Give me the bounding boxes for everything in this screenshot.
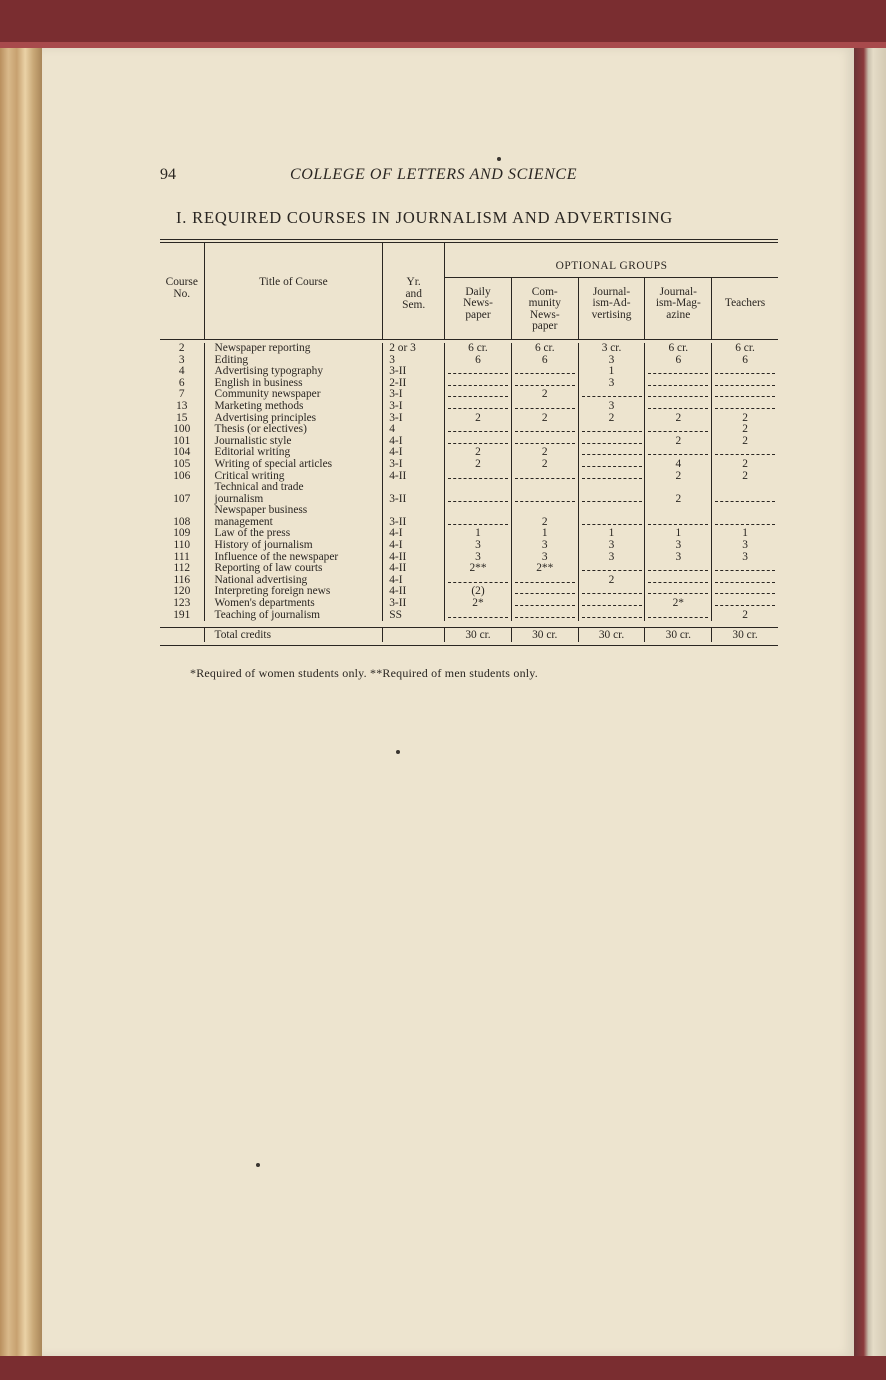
course-year-semester: 3-I [383,389,445,401]
credits-community [511,610,578,622]
credits-advertising: 3 [578,355,645,367]
course-title: Teaching of journalism [204,610,383,622]
empty-dash [582,563,642,571]
credits-community: 2 [511,389,578,401]
course-year-semester: 3-I [383,413,445,425]
course-year-semester: 4-II [383,552,445,564]
credits-teachers [712,563,778,575]
empty-dash [648,389,708,397]
course-title: Advertising typography [204,366,383,378]
course-title: Newspaper business management [204,505,383,528]
empty-dash [515,378,575,386]
header-community-newspaper: Com- munity News- paper [511,277,578,339]
courses-table [160,239,778,646]
total-blank [160,628,204,642]
credits-daily: 2 [445,413,512,425]
course-title: Writing of special articles [204,459,383,471]
course-number: 3 [178,353,185,366]
credits-magazine: 6 cr. [645,343,712,355]
course-title: English in business [204,378,383,390]
credits-teachers: 2 [712,471,778,483]
credits-advertising: 3 [578,552,645,564]
table-row [160,459,778,471]
table-row [160,343,778,355]
course-number: 6 [178,376,185,389]
empty-dash [448,436,508,444]
table-row [160,540,778,552]
empty-dash [448,575,508,583]
credits-advertising [578,459,645,471]
course-year-semester: 4-I [383,540,445,552]
course-year-semester: 3 [383,355,445,367]
empty-dash [715,447,775,455]
credits-magazine: 1 [645,528,712,540]
credits-community: 3 [511,540,578,552]
course-number: 100 [173,423,191,436]
empty-dash [648,447,708,455]
course-title: Editorial writing [204,447,383,459]
course-number: 191 [173,608,191,621]
total-teachers: 30 cr. [712,628,778,642]
credits-advertising [578,471,645,483]
credits-community: 6 cr. [511,343,578,355]
empty-dash [648,586,708,594]
course-title: Marketing methods [204,401,383,413]
empty-dash [582,586,642,594]
table-bottom-rule [160,645,778,646]
credits-community [511,575,578,587]
credits-daily [445,505,512,528]
table-row [160,401,778,413]
course-number: 15 [176,411,188,424]
credits-teachers: 2 [712,424,778,436]
credits-magazine [645,401,712,413]
header-teachers: Teachers [712,277,778,339]
credits-teachers: 2 [712,413,778,425]
credits-community: 2 [511,459,578,471]
empty-dash [515,610,575,618]
empty-dash [448,471,508,479]
total-daily: 30 cr. [445,628,512,642]
credits-magazine: 3 [645,540,712,552]
empty-dash [448,378,508,386]
empty-dash [515,598,575,606]
empty-dash [448,401,508,409]
credits-magazine: 6 [645,355,712,367]
empty-dash [515,586,575,594]
total-label: Total credits [204,628,383,642]
credits-community [511,586,578,598]
empty-dash [582,610,642,618]
credits-teachers: 2 [712,610,778,622]
credits-teachers [712,389,778,401]
credits-community: 2 [511,505,578,528]
empty-dash [582,424,642,432]
credits-advertising [578,505,645,528]
course-number: 111 [173,550,190,563]
empty-dash [648,424,708,432]
empty-dash [582,436,642,444]
credits-daily [445,366,512,378]
course-year-semester: 4-I [383,447,445,459]
course-year-semester: 3-II [383,366,445,378]
credits-community [511,366,578,378]
credits-daily [445,401,512,413]
empty-dash [582,494,642,502]
empty-dash [715,575,775,583]
empty-dash [515,401,575,409]
table-row [160,482,778,505]
course-year-semester: 3-II [383,598,445,610]
credits-community [511,482,578,505]
credits-community: 6 [511,355,578,367]
credits-advertising [578,586,645,598]
credits-community [511,424,578,436]
credits-teachers [712,482,778,505]
empty-dash [648,366,708,374]
header-daily-newspaper: Daily News- paper [445,277,512,339]
credits-community: 1 [511,528,578,540]
course-title: Law of the press [204,528,383,540]
empty-dash [715,598,775,606]
credits-teachers: 2 [712,459,778,471]
credits-advertising: 3 [578,378,645,390]
credits-daily: 2* [445,598,512,610]
course-title: Critical writing [204,471,383,483]
credits-teachers [712,505,778,528]
credits-daily [445,471,512,483]
page-speck [256,1163,260,1167]
course-number: 4 [178,365,185,378]
course-number: 123 [173,597,191,610]
credits-magazine [645,575,712,587]
credits-advertising [578,482,645,505]
course-year-semester: 4-I [383,528,445,540]
credits-community: 3 [511,552,578,564]
credits-teachers [712,401,778,413]
table-row [160,598,778,610]
empty-dash [515,436,575,444]
course-number: 2 [178,341,185,354]
book-cover-bottom [0,1356,886,1380]
empty-dash [448,424,508,432]
empty-dash [715,563,775,571]
credits-advertising: 2 [578,575,645,587]
credits-teachers: 3 [712,552,778,564]
credits-community: 2 [511,413,578,425]
table-row [160,505,778,528]
course-year-semester: 4-I [383,436,445,448]
course-title: Interpreting foreign news [204,586,383,598]
credits-teachers [712,586,778,598]
empty-dash [582,459,642,467]
empty-dash [715,494,775,502]
credits-magazine: 4 [645,459,712,471]
empty-dash [582,389,642,397]
course-year-semester: 3-I [383,401,445,413]
empty-dash [715,389,775,397]
total-magazine: 30 cr. [645,628,712,642]
empty-dash [515,471,575,479]
credits-daily: (2) [445,586,512,598]
header-course-no: Course No. [165,276,198,300]
empty-dash [448,366,508,374]
course-year-semester: 3-I [383,459,445,471]
credits-daily: 3 [445,552,512,564]
course-number: 109 [173,527,191,540]
empty-dash [648,610,708,618]
footnote: *Required of women students only. **Required of men students only. [190,666,538,680]
credits-advertising [578,598,645,610]
course-number: 13 [176,399,188,412]
credits-magazine: 2* [645,598,712,610]
course-year-semester: 2-II [383,378,445,390]
credits-advertising: 3 [578,401,645,413]
empty-dash [515,494,575,502]
header-yr-sem: Yr. and Sem. [383,243,445,339]
credits-daily: 2 [445,459,512,471]
credits-magazine [645,424,712,436]
credits-magazine [645,366,712,378]
credits-magazine: 3 [645,552,712,564]
empty-dash [515,424,575,432]
empty-dash [648,517,708,525]
credits-advertising: 1 [578,528,645,540]
course-number: 116 [173,573,191,586]
credits-magazine [645,610,712,622]
credits-teachers [712,366,778,378]
page-speck [396,750,400,754]
course-title: Women's departments [204,598,383,610]
credits-magazine [645,378,712,390]
course-title: Community newspaper [204,389,383,401]
empty-dash [515,575,575,583]
empty-dash [448,610,508,618]
credits-teachers: 2 [712,436,778,448]
credits-community [511,401,578,413]
page-header [160,166,640,188]
course-title: Newspaper reporting [204,343,383,355]
credits-teachers: 1 [712,528,778,540]
course-year-semester: 4-I [383,575,445,587]
credits-teachers: 6 [712,355,778,367]
course-number: 108 [173,515,191,528]
course-title: National advertising [204,575,383,587]
table-row [160,424,778,436]
course-year-semester: 3-II [383,482,445,505]
credits-community: 2 [511,447,578,459]
course-year-semester: 4-II [383,563,445,575]
credits-advertising [578,424,645,436]
course-title: Journalistic style [204,436,383,448]
credits-teachers: 3 [712,540,778,552]
credits-magazine [645,505,712,528]
credits-teachers [712,378,778,390]
course-title: Influence of the newspaper [204,552,383,564]
course-title: Editing [204,355,383,367]
credits-daily: 3 [445,540,512,552]
empty-dash [582,471,642,479]
credits-magazine: 2 [645,482,712,505]
course-year-semester: 3-II [383,505,445,528]
credits-daily: 6 cr. [445,343,512,355]
course-year-semester: 4-II [383,586,445,598]
table-row [160,610,778,622]
header-journalism-magazine: Journal- ism-Mag- azine [645,277,712,339]
running-head: COLLEGE OF LETTERS AND SCIENCE [290,166,578,183]
course-number: 112 [173,562,191,575]
credits-advertising [578,610,645,622]
empty-dash [515,366,575,374]
credits-advertising: 3 [578,540,645,552]
credits-daily [445,610,512,622]
course-number: 105 [173,457,191,470]
empty-dash [582,447,642,455]
course-title: History of journalism [204,540,383,552]
header-journalism-advertising: Journal- ism-Ad- vertising [578,277,645,339]
course-number: 110 [173,539,191,552]
empty-dash [448,389,508,397]
empty-dash [715,401,775,409]
course-year-semester: 4 [383,424,445,436]
course-number: 104 [173,446,191,459]
total-yr-blank [383,628,445,642]
course-title: Advertising principles [204,413,383,425]
credits-daily [445,424,512,436]
total-row [160,628,778,642]
credits-magazine: 2 [645,413,712,425]
credits-daily: 1 [445,528,512,540]
book-cover-top [0,0,886,48]
credits-daily: 2 [445,447,512,459]
empty-dash [715,586,775,594]
credits-daily: 6 [445,355,512,367]
book-cover-right [854,48,886,1356]
credits-magazine: 2 [645,436,712,448]
credits-community: 2** [511,563,578,575]
course-year-semester: SS [383,610,445,622]
credits-advertising [578,436,645,448]
empty-dash [648,563,708,571]
empty-dash [448,494,508,502]
page-number: 94 [160,166,176,183]
credits-daily: 2** [445,563,512,575]
empty-dash [582,598,642,606]
credits-magazine [645,563,712,575]
total-advertising: 30 cr. [578,628,645,642]
page-speck [497,157,501,161]
credits-teachers: 6 cr. [712,343,778,355]
empty-dash [648,575,708,583]
empty-dash [715,517,775,525]
credits-community [511,598,578,610]
course-title: Technical and trade journalism [204,482,383,505]
course-title: Reporting of law courts [204,563,383,575]
empty-dash [648,378,708,386]
course-number: 106 [173,469,191,482]
credits-daily [445,482,512,505]
credits-teachers [712,598,778,610]
book-gutter [0,48,42,1356]
course-number: 101 [173,434,191,447]
empty-dash [448,517,508,525]
table-row [160,366,778,378]
empty-dash [715,366,775,374]
course-year-semester: 2 or 3 [383,343,445,355]
credits-teachers [712,575,778,587]
credits-advertising: 3 cr. [578,343,645,355]
total-community: 30 cr. [511,628,578,642]
empty-dash [715,378,775,386]
empty-dash [648,401,708,409]
credits-advertising [578,447,645,459]
credits-advertising: 2 [578,413,645,425]
credits-daily [445,389,512,401]
course-number: 7 [178,388,185,401]
course-number: 120 [173,585,191,598]
section-title: I. REQUIRED COURSES IN JOURNALISM AND ADVERTISING [176,208,674,227]
empty-dash [582,517,642,525]
credits-community [511,471,578,483]
course-number: 107 [173,492,191,505]
credits-advertising: 1 [578,366,645,378]
credits-magazine [645,389,712,401]
course-title: Thesis (or electives) [204,424,383,436]
credits-magazine: 2 [645,471,712,483]
credits-daily [445,378,512,390]
course-year-semester: 4-II [383,471,445,483]
header-title: Title of Course [204,243,383,339]
header-optional-groups: OPTIONAL GROUPS [445,243,778,277]
